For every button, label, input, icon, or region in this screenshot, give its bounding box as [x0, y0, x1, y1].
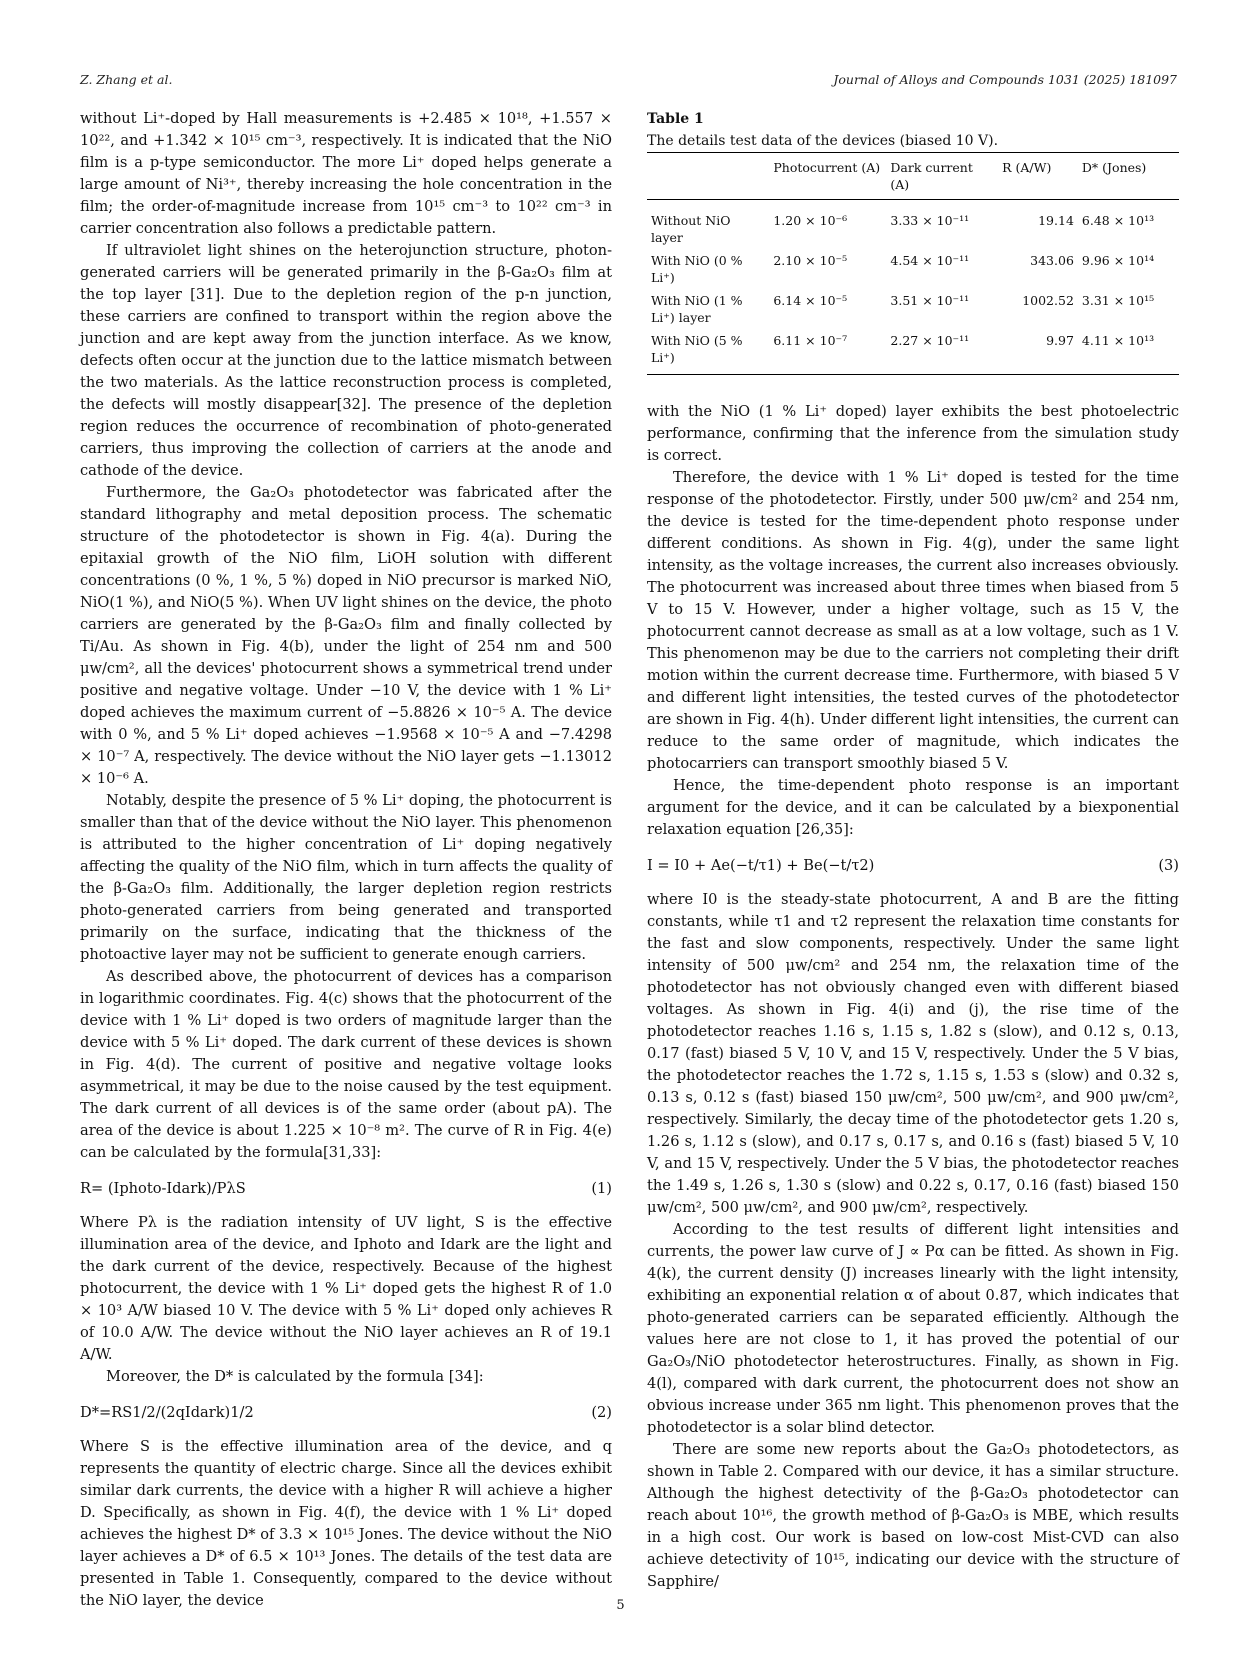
right-column — [647, 108, 1179, 1593]
table-cell: 19.14 — [1038, 213, 1074, 228]
paragraph: Hence, the time-dependent photo response is an important argument for the device, and it can be calculated by a biexponential relaxation equation [26,35]: — [647, 777, 1179, 838]
table-cell: With NiO (1 % Li⁺) layer — [651, 293, 743, 325]
table-cell: 3.51 × 10⁻¹¹ — [890, 293, 970, 308]
table-cell: 2.27 × 10⁻¹¹ — [886, 329, 998, 375]
column-header: R (A/W) — [998, 153, 1078, 200]
table-row — [647, 289, 1179, 329]
table-cell: 4.54 × 10⁻¹¹ — [890, 253, 970, 268]
table-cell: 1.20 × 10⁻⁶ — [773, 213, 848, 228]
equation-text: I = I0 + Ae(−t/τ1) + Be(−t/τ2) — [647, 857, 875, 874]
equation-text: R= (Iphoto-Idark)/PλS — [80, 1180, 246, 1197]
equation-3 — [647, 855, 1179, 877]
table-cell: Without NiO layer — [651, 213, 731, 245]
paragraph: Moreover, the D* is calculated by the formula [34]: — [106, 1368, 484, 1385]
paragraph: There are some new reports about the Ga₂O₃ photodetectors, as shown in Table 2. Compared with our device, it has a similar structure. Although the highest detectivity of the β-Ga₂O₃ photodetector can reach about 10¹⁶, the growth method of β-Ga₂O₃ is MBE, which results in a high cost. Our work is based on low-cost Mist-CVD can also achieve detectivity of 10¹⁵, indicating our device with the structure of Sapphire/ — [647, 1441, 1179, 1590]
table-cell: 9.97 — [998, 329, 1078, 375]
paragraph: with the NiO (1 % Li⁺ doped) layer exhibits the best photoelectric performance, confirming that the inference from the simulation study is correct. — [647, 403, 1179, 464]
equation-text: D*=RS1/2/(2qIdark)1/2 — [80, 1404, 254, 1421]
paragraph: As described above, the photocurrent of devices has a comparison in logarithmic coordinates. Fig. 4(c) shows that the photocurrent of the device with 1 % Li⁺ doped is two orders of magnitude larger than the device with 5 % Li⁺ doped. The dark current of these devices is shown in Fig. 4(d). The current of positive and negative voltage looks asymmetrical, it may be due to the noise caused by the test equipment. The dark current of all devices is of the same order (about pA). The area of the device is about 1.225 × 10⁻⁸ m². The curve of R in Fig. 4(e) can be calculated by the formula[31,33]: — [80, 968, 612, 1161]
paragraph: Notably, despite the presence of 5 % Li⁺ doping, the photocurrent is smaller than that of the device without the NiO layer. This phenomenon is attributed to the higher concentration of Li⁺ doping negatively affecting the quality of the NiO film, which in turn affects the quality of the β-Ga₂O₃ film. Additionally, the larger depletion region restricts photo-generated carriers from being generated and transported primarily on the surface, indicating that the thickness of the photoactive layer may not be sufficient to generate enough carriers. — [80, 792, 612, 963]
table-cell: 6.48 × 10¹³ — [1081, 213, 1155, 228]
paragraph: According to the test results of different light intensities and currents, the power law curve of J ∝ Pα can be fitted. As shown in Fig. 4(k), the current density (J) increases linearly with the light intensity, exhibiting an exponential relation α of about 0.87, which indicates that photo-generated carriers can be separated efficiently. Although the values here are not close to 1, it has proved the potential of our Ga₂O₃/NiO photodetector heterostructures. Finally, as shown in Fig. 4(l), compared with dark current, the photocurrent does not show an obvious increase under 365 nm light. This phenomenon proves that the photodetector is a solar blind detector. — [647, 1221, 1179, 1436]
equation-number: (2) — [591, 1404, 612, 1421]
column-header: Photocurrent (A) — [769, 153, 886, 200]
column-header: D* (Jones) — [1078, 153, 1179, 200]
table-1 — [647, 108, 1179, 375]
paragraph: Furthermore, the Ga₂O₃ photodetector was fabricated after the standard lithography and metal deposition process. The schematic structure of the photodetector is shown in Fig. 4(a). During the epitaxial growth of the NiO film, LiOH solution with different concentrations (0 %, 1 %, 5 %) doped in NiO precursor is marked NiO, NiO(1 %), and NiO(5 %). When UV light shines on the device, the photo carriers are generated by the β-Ga₂O₃ film and finally collected by Ti/Au. As shown in Fig. 4(b), under the light of 254 nm and 500 μw/cm², all the devices' photocurrent shows a symmetrical trend under positive and negative voltage. Under −10 V, the device with 1 % Li⁺ doped achieves the maximum current of −5.8826 × 10⁻⁵ A. The device with 0 %, and 5 % Li⁺ doped achieves −1.9568 × 10⁻⁵ A and −7.4298 × 10⁻⁷ A, respectively. The device without the NiO layer gets −1.13012 × 10⁻⁶ A. — [80, 484, 612, 787]
column-header: Dark current (A) — [886, 153, 998, 200]
paragraph: If ultraviolet light shines on the heterojunction structure, photon-generated carriers will be generated primarily in the β-Ga₂O₃ film at the top layer [31]. Due to the depletion region of the p-n junction, these carriers are confined to transport within the region above the junction and are kept away from the junction interface. As we know, defects often occur at the junction due to the lattice mismatch between the two materials. As the lattice reconstruction process is completed, the defects will mostly disappear[32]. The presence of the depletion region reduces the occurrence of recombination of photo-generated carriers, thus improving the collection of carriers at the anode and cathode of the device. — [80, 242, 612, 479]
table-caption: The details test data of the devices (biased 10 V). — [647, 133, 999, 149]
equation-2 — [80, 1402, 612, 1424]
equation-number: (1) — [591, 1180, 612, 1197]
paragraph: where I0 is the steady-state photocurrent, A and B are the fitting constants, while τ1 and τ2 represent the relaxation time constants for the fast and slow components, respectively. Under the same light intensity of 500 μw/cm² and 254 nm, the relaxation time of the photodetector has not obviously changed even with different biased voltages. As shown in Fig. 4(i) and (j), the rise time of the photodetector reaches 1.16 s, 1.15 s, 1.82 s (slow), and 0.12 s, 0.13, 0.17 (fast) biased 5 V, 10 V, and 15 V, respectively. Under the 5 V bias, the photodetector reaches the 1.72 s, 1.15 s, 1.53 s (slow) and 0.32 s, 0.13 s, 0.12 s (fast) biased 150 μw/cm², 500 μw/cm², and 900 μw/cm², respectively. Similarly, the decay time of the photodetector gets 1.20 s, 1.26 s, 1.12 s (slow), and 0.17 s, 0.17 s, and 0.16 s (fast) biased 5 V, 10 V, and 15 V, respectively. Under the 5 V bias, the photodetector reaches the 1.49 s, 1.26 s, 1.30 s (slow) and 0.22 s, 0.17, 0.16 (fast) biased 150 μw/cm², 500 μw/cm², and 900 μw/cm², respectively. — [647, 891, 1179, 1216]
equation-1 — [80, 1178, 612, 1200]
column-header — [647, 153, 769, 200]
paragraph: Where Pλ is the radiation intensity of UV light, S is the effective illumination area of the device, and Iphoto and Idark are the light and the dark current of the device, respectively. Because of the highest photocurrent, the device with 1 % Li⁺ doped gets the highest R of 1.0 × 10³ A/W biased 10 V. The device with 5 % Li⁺ doped only achieves R of 10.0 A/W. The device without the NiO layer achieves an R of 19.1 A/W. — [80, 1214, 612, 1363]
left-column — [80, 108, 612, 1612]
table-cell: 6.14 × 10⁻⁵ — [773, 293, 848, 308]
table-cell: 343.06 — [1030, 253, 1074, 268]
paragraph: without Li⁺-doped by Hall measurements is +2.485 × 10¹⁸, +1.557 × 10²², and +1.342 × 10¹⁵ cm⁻³, respectively. It is indicated that the NiO film is a p-type semiconductor. The more Li⁺ doped helps generate a large amount of Ni³⁺, thereby increasing the hole concentration in the film; the order-of-magnitude increase from 10¹⁵ cm⁻³ to 10²² cm⁻³ in carrier concentration also follows a predictable pattern. — [80, 110, 612, 237]
table-cell: 9.96 × 10¹⁴ — [1081, 253, 1155, 268]
table-cell: With NiO (5 % Li⁺) — [647, 329, 769, 375]
running-header-journal: Journal of Alloys and Compounds 1031 (2025) 181097 — [833, 72, 1177, 87]
equation-number: (3) — [1158, 857, 1179, 874]
table-cell: 4.11 × 10¹³ — [1078, 329, 1179, 375]
table-cell: 1002.52 — [1022, 293, 1074, 308]
data-table — [647, 152, 1179, 375]
paragraph: Where S is the effective illumination area of the device, and q represents the quantity of electric charge. Since all the devices exhibit similar dark currents, the device with a higher R will achieve a higher D. Specifically, as shown in Fig. 4(f), the device with 1 % Li⁺ doped achieves the highest D* of 3.3 × 10¹⁵ Jones. The device without the NiO layer achieves a D* of 6.5 × 10¹³ Jones. The details of the test data are presented in Table 1. Consequently, compared to the device without the NiO layer, the device — [80, 1438, 612, 1609]
table-cell: 3.31 × 10¹⁵ — [1081, 293, 1155, 308]
paragraph: Therefore, the device with 1 % Li⁺ doped is tested for the time response of the photodetector. Firstly, under 500 μw/cm² and 254 nm, the device is tested for the time-dependent photo response under different conditions. As shown in Fig. 4(g), under the same light intensity, as the voltage increases, the current also increases obviously. The photocurrent was increased about three times when biased from 5 V to 15 V. However, under a higher voltage, such as 15 V, the photocurrent cannot decrease as small as at a low voltage, such as 1 V. This phenomenon may be due to the carriers not completing their drift motion within the current decrease time. Furthermore, with biased 5 V and different light intensities, the tested curves of the photodetector are shown in Fig. 4(h). Under different light intensities, the current can reduce to the same order of magnitude, which indicates the photocarriers can transport smoothly biased 5 V. — [647, 469, 1179, 772]
table-cell: 3.33 × 10⁻¹¹ — [890, 213, 970, 228]
table-cell: 2.10 × 10⁻⁵ — [773, 253, 848, 268]
table-cell: With NiO (0 % Li⁺) — [651, 253, 743, 285]
page-number: 5 — [616, 1598, 625, 1613]
table-row — [647, 200, 1179, 250]
table-cell: 6.11 × 10⁻⁷ — [769, 329, 886, 375]
table-row — [647, 249, 1179, 289]
running-header-authors: Z. Zhang et al. — [80, 72, 173, 87]
table-title: Table 1 — [647, 111, 704, 127]
table-row — [647, 329, 1179, 375]
